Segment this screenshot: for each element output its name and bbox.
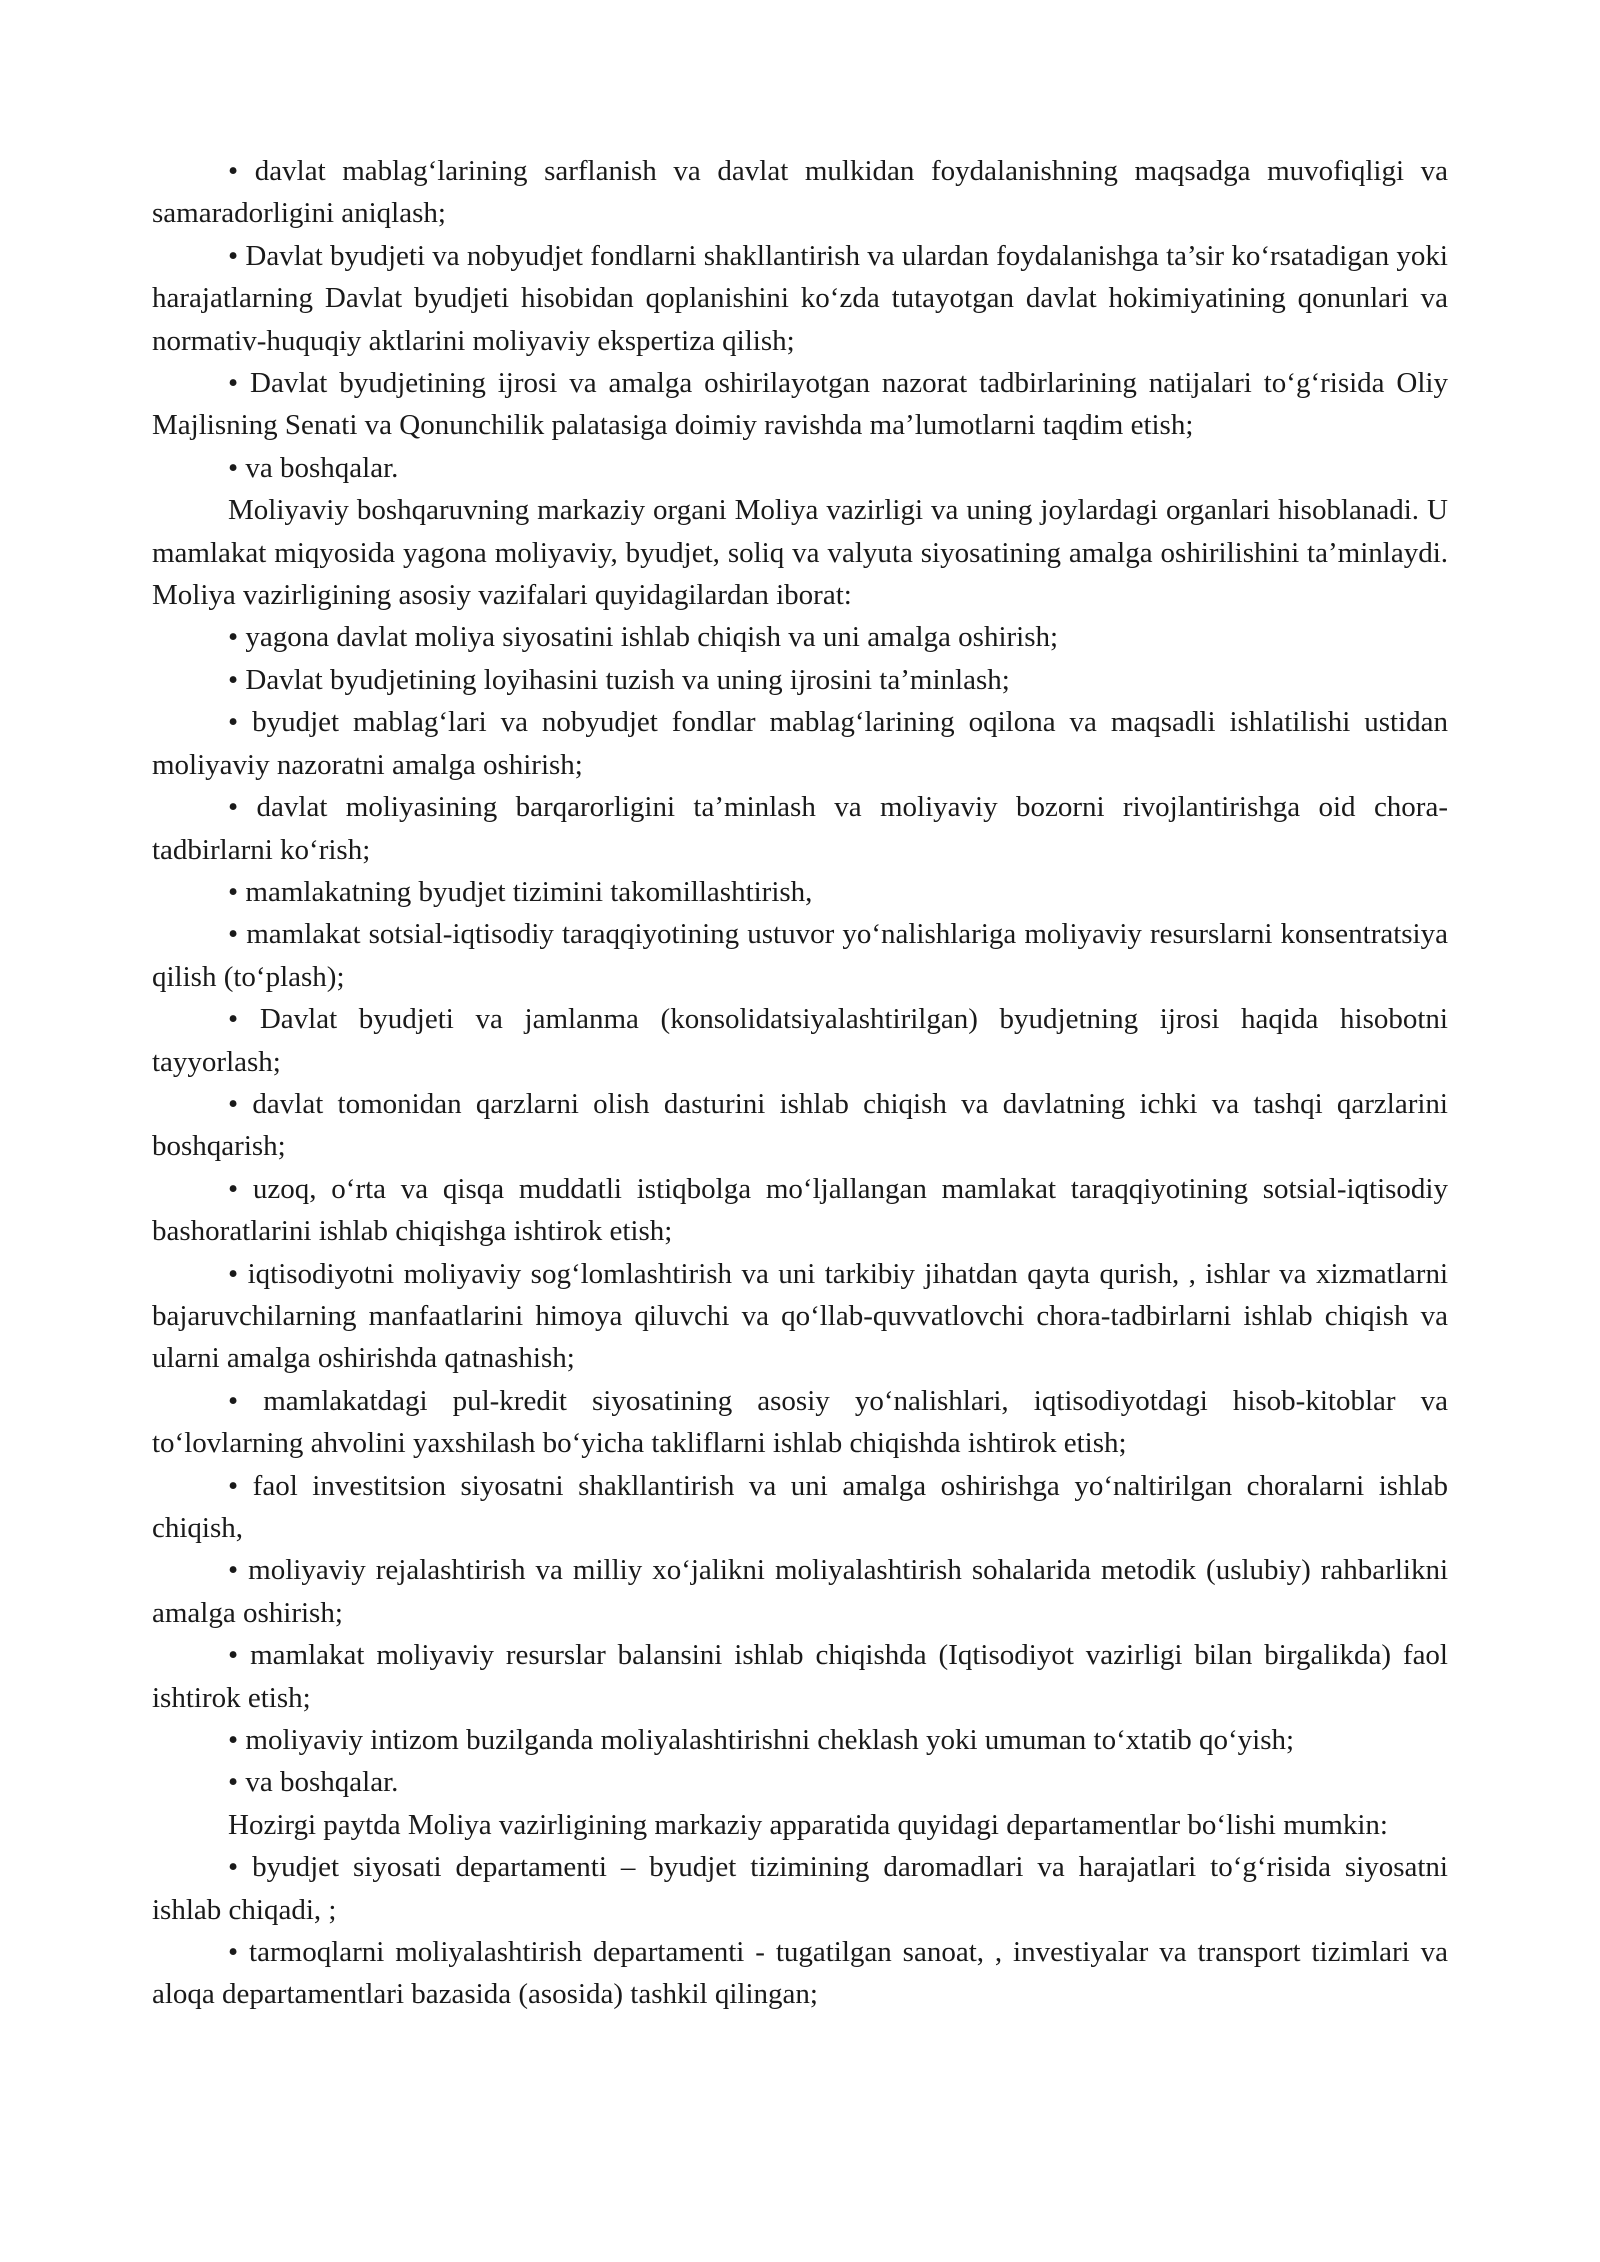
paragraph: • Davlat byudjetining loyihasini tuzish va uning ijrosini ta’minlash; bbox=[228, 663, 1010, 696]
paragraph: • Davlat byudjetining ijrosi va amalga oshirilayotgan nazorat tadbirlarining natijalari to‘g‘risida Oliy Majlisning Senati va Qonunchilik palatasiga doimiy ravishda ma’lumotlarni taqdim etish; bbox=[152, 367, 1448, 442]
paragraph: • byudjet mablag‘lari va nobyudjet fondlar mablag‘larining oqilona va maqsadli ishlatilishi ustidan moliyaviy nazoratni amalga oshirish; bbox=[152, 706, 1448, 781]
paragraph: Hozirgi paytda Moliya vazirligining markaziy apparatida quyidagi departamentlar bo‘lishi mumkin: bbox=[228, 1808, 1388, 1841]
paragraph: • mamlakatdagi pul-kredit siyosatining asosiy yo‘nalishlari, iqtisodiyotdagi hisob-kitoblar va to‘lovlarning ahvolini yaxshilash bo‘yicha takliflarni ishlab chiqishda ishtirok etish; bbox=[152, 1384, 1448, 1460]
paragraph: • Davlat byudjeti va nobyudjet fondlarni shakllantirish va ulardan foydalanishga ta’sir ko‘rsatadigan yoki harajatlarning Davlat byudjeti hisobidan qoplanishini ko‘zda tutayotgan davlat hokimiyatining qonunlari va normativ-huquqiy aktlarini moliyaviy ekspertiza qilish; bbox=[152, 239, 1448, 357]
paragraph: • davlat tomonidan qarzlarni olish dasturini ishlab chiqish va davlatning ichki va tashqi qarzlarini boshqarish; bbox=[152, 1087, 1448, 1163]
paragraph: • mamlakat sotsial-iqtisodiy taraqqiyotining ustuvor yo‘nalishlariga moliyaviy resurslarni konsentratsiya qilish (to‘plash); bbox=[152, 918, 1448, 993]
paragraph: • mamlakat moliyaviy resurslar balansini ishlab chiqishda (Iqtisodiyot vazirligi bilan birgalikda) faol ishtirok etish; bbox=[152, 1639, 1448, 1714]
paragraph: • tarmoqlarni moliyalashtirish departamenti - tugatilgan sanoat, , investiyalar va transport tizimlari va aloqa departamentlari bazasida (asosida) tashkil qilingan; bbox=[152, 1936, 1448, 2011]
paragraph: • yagona davlat moliya siyosatini ishlab chiqish va uni amalga oshirish; bbox=[228, 621, 1059, 654]
paragraph: • iqtisodiyotni moliyaviy sog‘lomlashtirish va uni tarkibiy jihatdan qayta qurish, , ishlar va xizmatlarni bajaruvchilarning manfaatlarini himoya qiluvchi va qo‘llab-quvvatlovchi chora-tadbirlarni ishlab chiqish va ularni amalga oshirishda qatnashish; bbox=[152, 1257, 1448, 1375]
paragraph: Moliyaviy boshqaruvning markaziy organi Moliya vazirligi va uning joylardagi organlari hisoblanadi. U mamlakat miqyosida yagona moliyaviy, byudjet, soliq va valyuta siyosatining amalga oshirilishini ta’minlaydi. Moliya vazirligining asosiy vazifalari quyidagilardan iborat: bbox=[152, 494, 1448, 612]
paragraph: • faol investitsion siyosatni shakllantirish va uni amalga oshirishga yo‘naltirilgan choralarni ishlab chiqish, bbox=[152, 1469, 1448, 1544]
paragraph: • davlat moliyasining barqarorligini ta’minlash va moliyaviy bozorni rivojlantirishga oid chora-tadbirlarni ko‘rish; bbox=[152, 791, 1448, 866]
paragraph: • moliyaviy rejalashtirish va milliy xo‘jalikni moliyalashtirish sohalarida metodik (uslubiy) rahbarlikni amalga oshirish; bbox=[152, 1554, 1448, 1629]
paragraph: • va boshqalar. bbox=[228, 451, 399, 484]
paragraph: • byudjet siyosati departamenti – byudjet tizimining daromadlari va harajatlari to‘g‘risida siyosatni ishlab chiqadi, ; bbox=[152, 1851, 1448, 1926]
document-page bbox=[152, 150, 1448, 2016]
paragraph: • moliyaviy intizom buzilganda moliyalashtirishni cheklash yoki umuman to‘xtatib qo‘yish; bbox=[228, 1724, 1295, 1757]
paragraph: • uzoq, o‘rta va qisqa muddatli istiqbolga mo‘ljallangan mamlakat taraqqiyotining sotsial-iqtisodiy bashoratlarini ishlab chiqishga ishtirok etish; bbox=[152, 1172, 1448, 1248]
paragraph: • Davlat byudjeti va jamlanma (konsolidatsiyalashtirilgan) byudjetning ijrosi haqida hisobotni tayyorlash; bbox=[152, 1003, 1448, 1078]
paragraph: • va boshqalar. bbox=[228, 1766, 399, 1799]
paragraph: • davlat mablag‘larining sarflanish va davlat mulkidan foydalanishning maqsadga muvofiqligi va samaradorligini aniqlash; bbox=[152, 155, 1448, 230]
paragraph: • mamlakatning byudjet tizimini takomillashtirish, bbox=[228, 875, 813, 908]
